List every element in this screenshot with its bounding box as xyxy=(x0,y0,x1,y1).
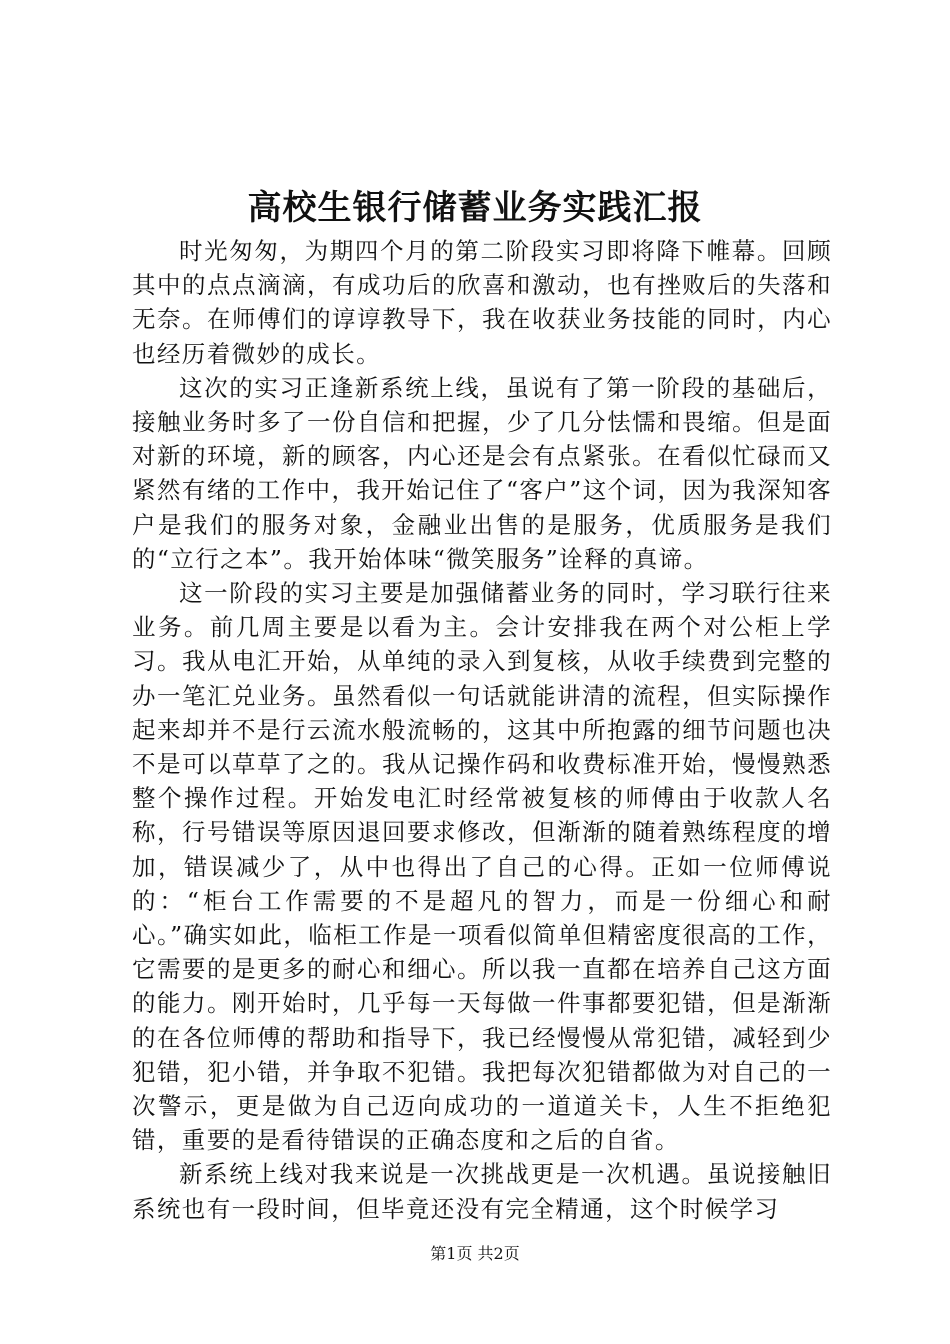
paragraph-3: 这一阶段的实习主要是加强储蓄业务的同时，学习联行往来业务。前几周主要是以看为主。会计安排我在两个对公柜上学习。我从电汇开始，从单纯的录入到复核，从收手续费到完整的办一笔汇兑业务。虽然看似一句话就能讲清的流程，但实际操作起来却并不是行云流水般流畅的，这其中所抱露的细节问题也决不是可以草草了之的。我从记操作码和收费标准开始，慢慢熟悉整个操作过程。开始发电汇时经常被复核的师傅由于收款人名称，行号错误等原因退回要求修改，但渐渐的随着熟练程度的增加，错误减少了，从中也得出了自己的心得。正如一位师傅说的：“柜台工作需要的不是超凡的智力，而是一份细心和耐心。”确实如此，临柜工作是一项看似简单但精密度很高的工作，它需要的是更多的耐心和细心。所以我一直都在培养自己这方面的能力。刚开始时，几乎每一天每做一件事都要犯错，但是渐渐的在各位师傅的帮助和指导下，我已经慢慢从常犯错，减轻到少犯错，犯小错，并争取不犯错。我把每次犯错都做为对自己的一次警示，更是做为自己迈向成功的一道道关卡，人生不拒绝犯错，重要的是看待错误的正确态度和之后的自省。 xyxy=(132,579,832,1155)
paragraph-2: 这次的实习正逢新系统上线，虽说有了第一阶段的基础后，接触业务时多了一份自信和把握，少了几分怯懦和畏缩。但是面对新的环境，新的顾客，内心还是会有点紧张。在看似忙碌而又紧然有绪的工作中，我开始记住了“客户”这个词，因为我深知客户是我们的服务对象，金融业出售的是服务，优质服务是我们的“立行之本”。我开始体味“微笑服务”诠释的真谛。 xyxy=(132,373,832,573)
paragraph-4: 新系统上线对我来说是一次挑战更是一次机遇。虽说接触旧系统也有一段时间，但毕竟还没有完全精通，这个时候学习 xyxy=(132,1160,832,1223)
paragraph-1: 时光匆匆，为期四个月的第二阶段实习即将降下帷幕。回顾其中的点点滴滴，有成功后的欣喜和激动，也有挫败后的失落和无奈。在师傅们的谆谆教导下，我在收获业务技能的同时，内心也经历着微妙的成长。 xyxy=(132,237,832,368)
document-title: 高校生银行储蓄业务实践汇报 xyxy=(247,188,703,228)
document-body xyxy=(132,234,832,1226)
page-footer: 第1页 共2页 xyxy=(430,1244,520,1263)
